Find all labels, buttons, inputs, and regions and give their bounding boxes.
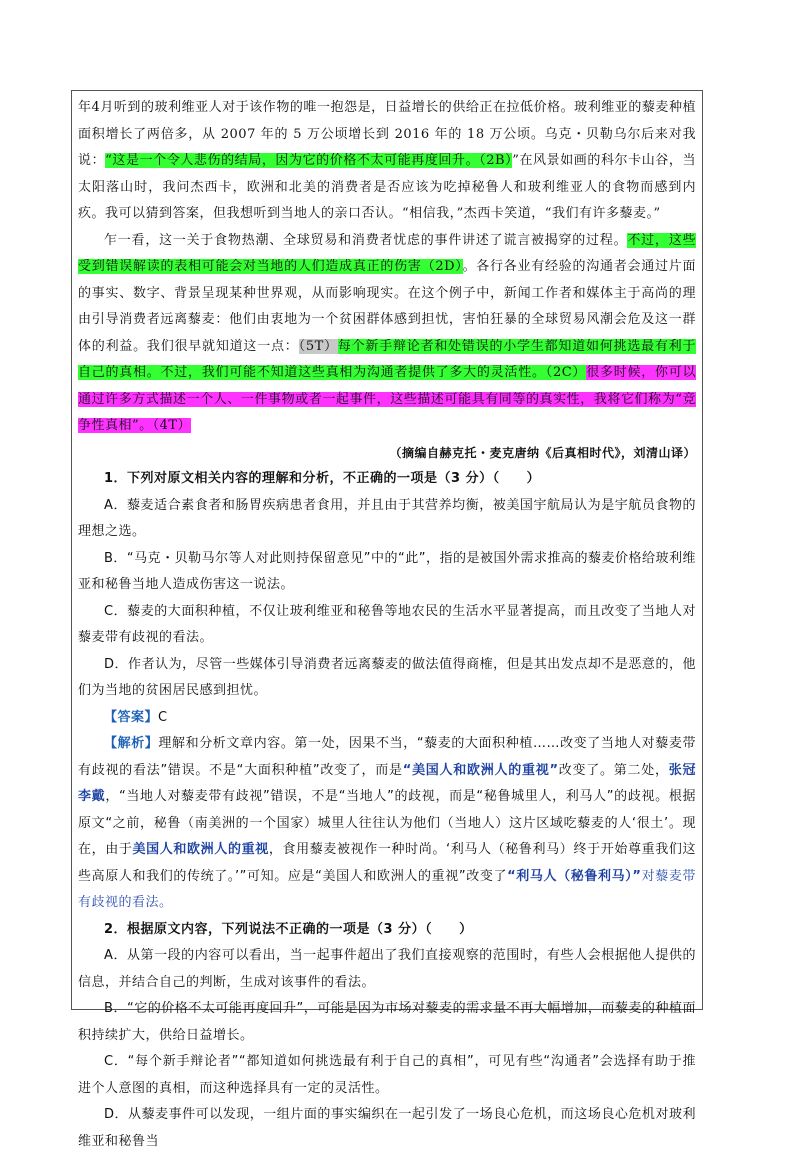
analysis-emphasis: “利马人（秘鲁利马）” xyxy=(507,868,642,884)
question-2-option-a: A．从第一段的内容可以看出，当一起事件超出了我们直接观察的范围时，有些人会根据他人提供的信息，并结合自己的判断，生成对该事件的看法。 xyxy=(78,948,696,990)
passage-text: 。各行各业有经验的沟通者会通过片面的事实、数字、背景呈现某种世界观，从而影响现实。在这个例子中，新闻工作者和媒体主于高尚的理由引导消费者远离藜麦：他们由衷地为一个贫困群体感到担忧，害怕狂暴的全球贸易风潮会危及这一群体的利益。我们很早就知道这一点： xyxy=(78,259,696,354)
highlight-green: 不过，这些受到错误解读的表相可能会对当地的人们造成真正的伤害（2D） xyxy=(78,232,696,274)
analysis-paragraph xyxy=(78,731,696,917)
analysis-text: 对藜麦带有歧视的看法。 xyxy=(78,868,696,910)
question-2-option-c: C．“每个新手辩论者”“都知道如何挑选最有利于自己的真相”，可见有些“沟通者”会选择有助于推进个人意图的真相，而这种选择具有一定的灵活性。 xyxy=(78,1054,696,1096)
analysis-emphasis: 张冠李戴 xyxy=(78,762,696,804)
question-2-option-d: D．从藜麦事件可以发现，一组片面的事实编织在一起引发了一场良心危机，而这场良心危机对玻利维亚和秘鲁当 xyxy=(78,1107,696,1149)
analysis-text: ，食用藜麦被视作一种时尚。‘利马人（秘鲁利马）终于开始尊重我们这些高原人和我们的传统了。’”可知。应是“美国人和欧洲人的重视”改变了 xyxy=(78,842,696,884)
passage-paragraph-2 xyxy=(78,228,696,440)
analysis-emphasis: 美国人和欧洲人的重视 xyxy=(132,842,269,857)
passage-text: 年4月听到的玻利维亚人对于该作物的唯一抱怨是，日益增长的供给正在拉低价格。玻利维亚的藜麦种植面积增长了两倍多，从 2007 年的 5 万公顷增长到 2016 年的 18 万公顷。乌克・贝勒乌尔后来对我说： xyxy=(78,100,696,168)
question-1-option-c: C．藜麦的大面积种植，不仅让玻利维亚和秘鲁等地农民的生活水平显著提高，而且改变了当地人对藜麦带有歧视的看法。 xyxy=(78,603,696,645)
document-frame xyxy=(71,90,703,1149)
highlight-green: “这是一个令人悲伤的结局，因为它的价格不太可能再度回升。（2B） xyxy=(105,153,513,168)
analysis-text: 改变了。第二处， xyxy=(558,762,669,778)
analysis-emphasis: “美国人和欧洲人的重视” xyxy=(402,762,559,778)
highlight-gray: （5T） xyxy=(298,338,338,354)
highlight-magenta: 很多时候，你可以通过许多方式描述一个人、一件事物或者一起事件，这些描述可能具有同等的真实性，我将它们称为“竞争性真相”。（4T） xyxy=(78,365,696,433)
highlight-green: 每个新手辩论者和处错误的小学生都知道如何挑选最有利于自己的真相。不过，我们可能不知道这些真相为沟通者提供了多大的灵活性。（2C） xyxy=(78,338,696,380)
source-citation: （摘编自赫克托・麦克唐纳《后真相时代》，刘清山译） xyxy=(389,445,696,460)
question-1-option-d: D．作者认为，尽管一些媒体引导消费者远离藜麦的做法值得商榷，但是其出发点却不是恶意的，他们为当地的贫困居民感到担忧。 xyxy=(78,656,696,698)
answer-line xyxy=(78,705,696,732)
answer-value: C xyxy=(158,709,168,725)
question-2-stem: 2．根据原文内容，下列说法不正确的一项是（3 分）（ ） xyxy=(104,921,473,937)
question-2-option-b: B．“它的价格不太可能再度回升”，可能是因为市场对藜麦的需求量不再大幅增加，而藜麦的种植面积持续扩大，供给日益增长。 xyxy=(78,1001,696,1043)
passage-paragraph-1 xyxy=(78,95,696,228)
document-body xyxy=(72,91,702,1155)
question-1-option-a: A．藜麦适合素食者和肠胃疾病患者食用，并且由于其营养均衡，被美国宇航局认为是宇航员食物的理想之选。 xyxy=(78,497,696,539)
answer-tag: 【答案】 xyxy=(104,709,159,725)
analysis-text: ，“当地人对藜麦带有歧视”错误，不是“当地人”的歧视，而是“秘鲁城里人，利马人”的歧视。根据原文“之前，秘鲁（南美洲的一个国家）城里人往往认为他们（当地人）这片区域吃藜麦的人‘很土’。现在，由于 xyxy=(78,789,696,857)
analysis-tag: 【解析】 xyxy=(104,736,159,751)
question-1-option-b: B．“马克・贝勒马尔等人对此则持保留意见”中的“此”，指的是被国外需求推高的藜麦价格给玻利维亚和秘鲁当地人造成伤害这一说法。 xyxy=(78,550,696,592)
passage-text: ”在风景如画的科尔卡山谷，当太阳落山时，我问杰西卡，欧洲和北美的消费者是否应该为吃掉秘鲁人和玻利维亚人的食物而感到内疚。我可以猜到答案，但我想听到当地人的亲口否认。“相信我，”杰西卡笑道，“我们有许多藜麦。” xyxy=(78,153,696,221)
passage-text: 乍一看，这一关于食物热潮、全球贸易和消费者忧虑的事件讲述了谎言被揭穿的过程。 xyxy=(104,232,628,248)
analysis-text: 理解和分析文章内容。第一处，因果不当，“藜麦的大面积种植……改变了当地人对藜麦带有歧视的看法”错误。不是“大面积种植”改变了，而是 xyxy=(78,736,696,778)
question-1-stem: 1．下列对原文相关内容的理解和分析，不正确的一项是（3 分）（ ） xyxy=(104,471,541,486)
